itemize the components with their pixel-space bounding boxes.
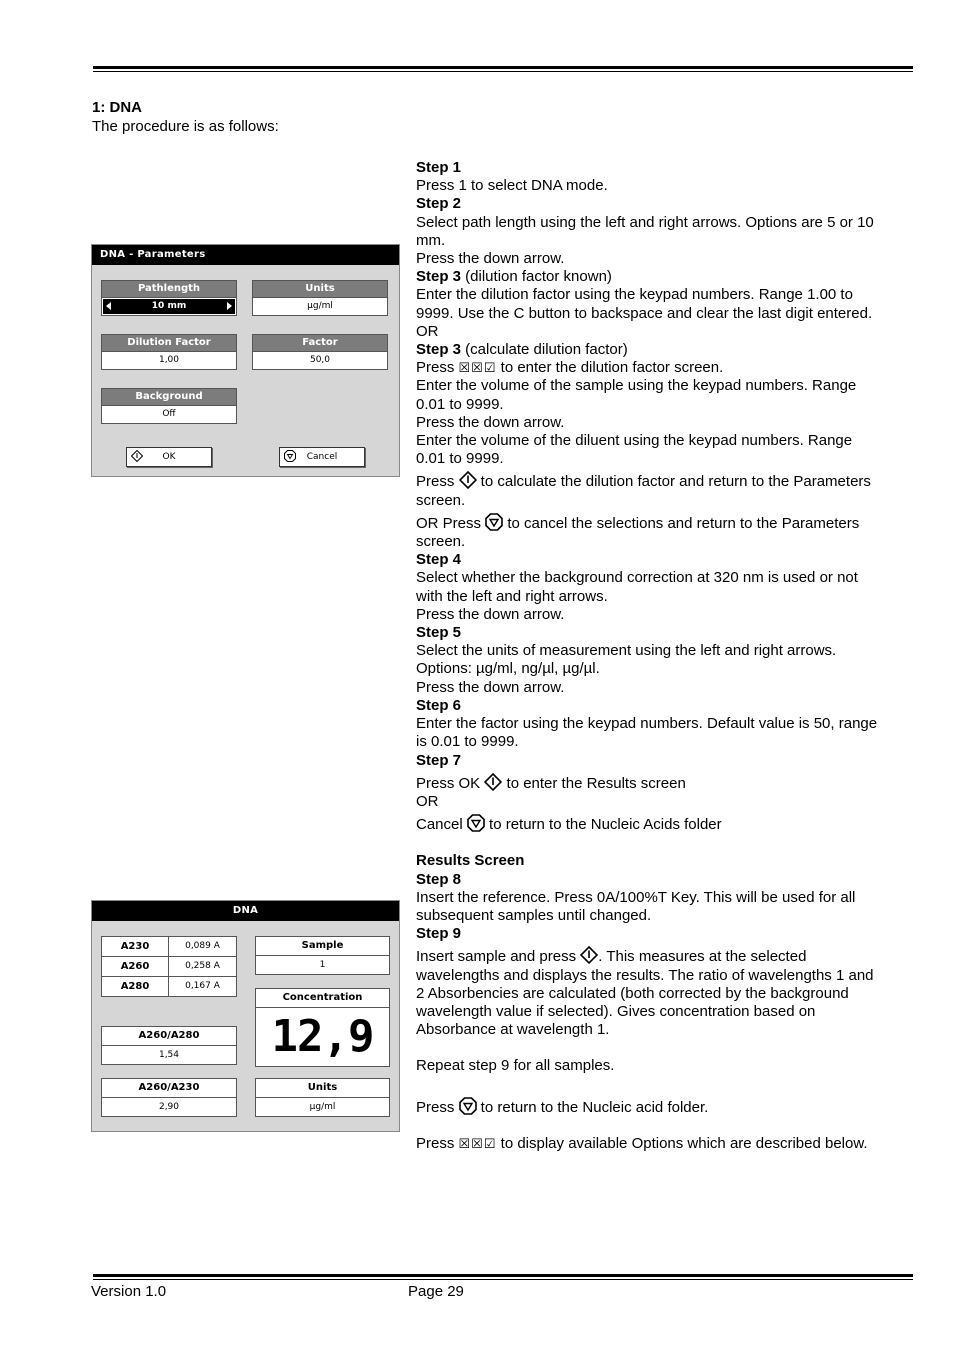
step-instruction xyxy=(416,773,878,793)
step-heading xyxy=(416,551,878,569)
instruction-text: to calculate the dilution factor and return to the Parameters screen. xyxy=(416,473,871,509)
step-text: Enter the dilution factor using the keypad numbers. Range 1.00 to 9999. Use the C button to backspace and clear the last digit entered. xyxy=(416,286,873,322)
ratio-a260-a230-box xyxy=(101,1078,237,1117)
step-label: Step 7 xyxy=(416,751,462,769)
sample-value: 1 xyxy=(319,960,326,970)
step-heading xyxy=(416,752,878,770)
ratio-a260-a280-box xyxy=(101,1026,237,1065)
instruction-text: to display available Options which are described below. xyxy=(496,1134,868,1152)
step-heading xyxy=(416,925,878,943)
spacer xyxy=(416,1039,878,1057)
step-text: Enter the volume of the diluent using the keypad numbers. Range 0.01 to 9999. xyxy=(416,432,853,468)
options-keys-icon: ☒☒☑ xyxy=(458,1135,497,1151)
sample-label: Sample xyxy=(256,937,389,956)
cancel-octagon-icon xyxy=(485,513,503,531)
table-row xyxy=(102,937,236,957)
instruction-text: Press xyxy=(416,1134,459,1152)
concentration-label: Concentration xyxy=(256,989,389,1008)
absorbance-value: 0,258 A xyxy=(185,961,220,971)
pathlength-field[interactable] xyxy=(101,280,237,316)
step-label: Step 3 xyxy=(416,341,462,359)
parameters-screen-title: DNA - Parameters xyxy=(92,245,399,265)
step-instruction xyxy=(416,814,878,834)
step-text: Enter the volume of the sample using the keypad numbers. Range 0.01 to 9999. xyxy=(416,377,857,413)
ok-button-label: OK xyxy=(162,452,176,462)
absorbance-value: 0,089 A xyxy=(185,941,220,951)
step-instruction xyxy=(416,1097,878,1117)
step-text: OR xyxy=(416,322,439,340)
pathlength-value[interactable] xyxy=(103,299,235,314)
step-heading xyxy=(416,341,878,359)
instruction-text: . This measures at the selected wavelengths and displays the results. The ratio of wavelengths 1 and 2 Absorbencies are calculated (both corrected by the background wavelength value if selected). Gives concentration based on Absorbance at wavelength 1. xyxy=(416,948,874,1039)
enter-diamond-icon xyxy=(580,946,598,964)
dilution-factor-field[interactable] xyxy=(101,334,237,370)
units-result-label: Units xyxy=(256,1079,389,1098)
results-screen-title: DNA xyxy=(92,901,399,921)
section-intro: The procedure is as follows: xyxy=(92,118,279,135)
enter-diamond-icon xyxy=(484,773,502,791)
ratio-a260-a230-label: A260/A230 xyxy=(102,1079,236,1098)
step-label: Step 5 xyxy=(416,624,462,642)
background-label: Background xyxy=(102,389,236,406)
instruction-text: Cancel xyxy=(416,816,467,834)
step-instruction xyxy=(416,359,878,377)
background-field[interactable] xyxy=(101,388,237,424)
step-heading xyxy=(416,697,878,715)
pathlength-value-text: 10 mm xyxy=(151,301,187,311)
factor-value: 50,0 xyxy=(309,355,331,365)
instruction-text: Press xyxy=(416,473,459,491)
wavelength-label: A280 xyxy=(102,977,169,996)
parameters-screen xyxy=(91,244,400,477)
spacer xyxy=(416,834,878,852)
ratio-a260-a230-value: 2,90 xyxy=(158,1102,180,1112)
instruction-text: Insert sample and press xyxy=(416,948,581,966)
step-text: Select path length using the left and right arrows. Options are 5 or 10 mm. xyxy=(416,213,874,249)
footer-page: Page 29 xyxy=(408,1283,464,1300)
step-instruction xyxy=(416,471,878,509)
instruction-text: to return to the Nucleic acid folder. xyxy=(476,1098,709,1116)
step-label: Step 3 xyxy=(416,268,462,286)
instruction-text: Press xyxy=(416,1098,459,1116)
units-field[interactable] xyxy=(252,280,388,316)
step-note: (calculate dilution factor) xyxy=(461,341,628,359)
spacer xyxy=(416,1117,878,1135)
step-heading xyxy=(416,268,878,286)
concentration-box xyxy=(255,988,390,1067)
ok-button[interactable] xyxy=(126,447,212,467)
step-heading xyxy=(416,159,878,177)
concentration-value: 12,9 xyxy=(271,1011,374,1062)
step-text: Press 1 to select DNA mode. xyxy=(416,177,608,195)
dilution-factor-label: Dilution Factor xyxy=(102,335,236,352)
wavelength-label: A230 xyxy=(102,937,169,956)
step-label: Step 4 xyxy=(416,551,462,569)
section-heading: 1: DNA xyxy=(92,99,143,116)
step-heading xyxy=(416,852,878,870)
step-label: Step 6 xyxy=(416,696,462,714)
enter-diamond-icon xyxy=(459,471,477,489)
results-screen xyxy=(91,900,400,1132)
instruction-text: to return to the Nucleic Acids folder xyxy=(484,816,722,834)
footer-rule xyxy=(93,1274,913,1280)
step-instruction xyxy=(416,946,878,1039)
header-rule xyxy=(93,66,913,72)
step-text: Press the down arrow. xyxy=(416,413,565,431)
cancel-octagon-icon xyxy=(459,1097,477,1115)
table-row xyxy=(102,957,236,977)
absorbance-table xyxy=(101,936,237,997)
step-text: Enter the factor using the keypad numbers. Default value is 50, range is 0.01 to 9999. xyxy=(416,715,878,751)
wavelength-label: A260 xyxy=(102,957,169,976)
instruction-text: OR Press xyxy=(416,514,486,532)
dilution-factor-value: 1,00 xyxy=(158,355,180,365)
step-text: Select the units of measurement using the left and right arrows. Options: µg/ml, ng/µl, µg/µl. xyxy=(416,642,837,678)
procedure-steps xyxy=(416,159,878,1153)
spacer xyxy=(416,1076,878,1094)
options-keys-icon: ☒☒☑ xyxy=(458,360,497,376)
units-value: µg/ml xyxy=(307,301,333,311)
background-value: Off xyxy=(162,409,176,419)
ratio-a260-a280-label: A260/A280 xyxy=(102,1027,236,1046)
factor-label: Factor xyxy=(253,335,387,352)
step-heading xyxy=(416,195,878,213)
cancel-button-label: Cancel xyxy=(306,452,338,462)
step-instruction xyxy=(416,513,878,551)
table-row xyxy=(102,977,236,996)
units-result-value: µg/ml xyxy=(309,1102,336,1112)
step-heading xyxy=(416,871,878,889)
step-label: Step 1 xyxy=(416,159,462,176)
absorbance-value: 0,167 A xyxy=(185,981,220,991)
instruction-text: to cancel the selections and return to the Parameters screen. xyxy=(416,514,860,551)
ratio-a260-a280-value: 1,54 xyxy=(158,1050,180,1060)
right-arrow-icon xyxy=(227,302,232,310)
step-instruction xyxy=(416,1135,878,1153)
step-note: (dilution factor known) xyxy=(461,268,612,286)
step-text: Press the down arrow. xyxy=(416,250,565,268)
instruction-text: to enter the Results screen xyxy=(502,774,686,792)
units-label: Units xyxy=(253,281,387,298)
cancel-button[interactable] xyxy=(279,447,365,467)
step-text: Press the down arrow. xyxy=(416,605,565,623)
instruction-text: Press OK xyxy=(416,774,485,792)
cancel-octagon-icon xyxy=(467,814,485,832)
sample-box xyxy=(255,936,390,975)
step-text: Press the down arrow. xyxy=(416,678,565,696)
instruction-text: to enter the dilution factor screen. xyxy=(496,359,724,377)
step-heading xyxy=(416,624,878,642)
step-label: Step 8 xyxy=(416,870,462,888)
step-text: Select whether the background correction at 320 nm is used or not with the left and right arrows. xyxy=(416,569,858,605)
footer-version: Version 1.0 xyxy=(91,1283,167,1300)
left-arrow-icon xyxy=(106,302,111,310)
step-label: Step 9 xyxy=(416,925,462,943)
step-text: Repeat step 9 for all samples. xyxy=(416,1057,615,1075)
step-label: Results Screen xyxy=(416,852,525,870)
step-text: OR xyxy=(416,792,439,810)
units-box xyxy=(255,1078,390,1117)
pathlength-label: Pathlength xyxy=(102,281,236,298)
step-label: Step 2 xyxy=(416,195,462,213)
instruction-text: Press xyxy=(416,359,459,377)
step-text: Insert the reference. Press 0A/100%T Key. This will be used for all subsequent samples until changed. xyxy=(416,888,856,924)
factor-field[interactable] xyxy=(252,334,388,370)
